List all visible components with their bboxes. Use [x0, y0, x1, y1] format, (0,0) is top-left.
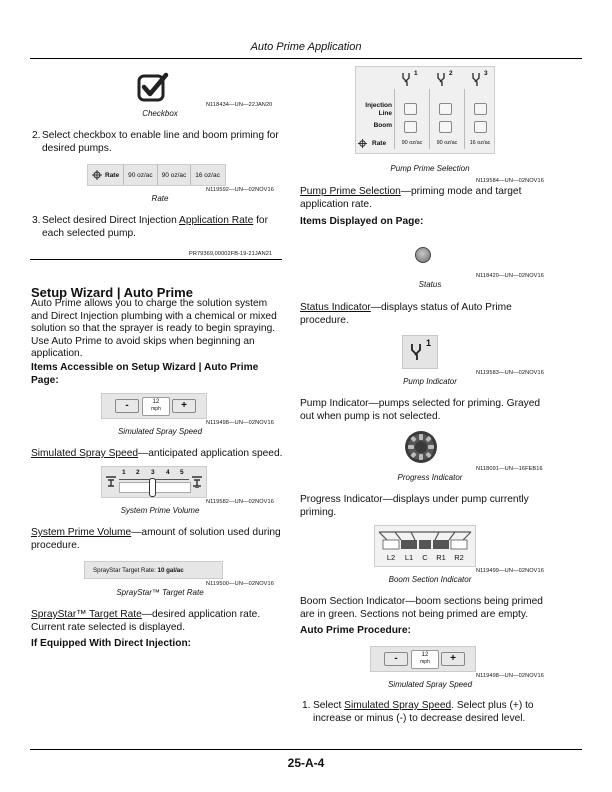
rate-value: 90 oz/ac — [124, 165, 158, 185]
description-text: —desired application rate. Current rate selected is displayed. — [31, 609, 261, 633]
simulated-spray-speed-link[interactable]: Simulated Spray Speed — [31, 448, 139, 459]
description-text: —displays status of Auto Prime procedure. — [300, 302, 512, 326]
figure-ref: N119584—UN—02NOV16 — [476, 178, 544, 184]
row-label-injection: Injection — [365, 102, 392, 109]
progress-indicator-icon — [404, 430, 438, 464]
line-checkbox[interactable] — [404, 103, 417, 115]
volume-description — [31, 527, 283, 552]
target-rate-figure — [84, 561, 223, 579]
line-checkbox[interactable] — [474, 103, 487, 115]
step-text-pre: Select desired Direct Injection — [42, 215, 180, 226]
tick-label: 5 — [180, 469, 184, 476]
application-rate-link[interactable]: Application Rate — [179, 215, 254, 226]
crosshair-icon — [92, 170, 102, 180]
figure-caption: Simulated Spray Speed — [117, 427, 203, 436]
figure-ref: N118420—UN—02NOV16 — [476, 273, 544, 279]
simulated-spray-speed-link[interactable]: Simulated Spray Speed — [344, 700, 452, 711]
step-number: 1. — [302, 700, 311, 711]
rate-header — [88, 165, 124, 185]
pump-indicator-description: Pump Indicator—pumps selected for priming. Grayed out when pump is not selected. — [300, 398, 541, 422]
figure-caption: Checkbox — [142, 109, 178, 118]
description-text: —anticipated application speed. — [138, 448, 283, 459]
plus-button[interactable]: + — [172, 399, 196, 413]
pump-prime-selection-link[interactable]: Pump Prime Selection — [300, 186, 401, 197]
status-indicator-link[interactable]: Status Indicator — [300, 302, 371, 313]
items-heading: Items Accessible on Setup Wizard | Auto Prime Page: — [31, 362, 259, 386]
divider — [429, 89, 430, 149]
speed-figure — [101, 393, 207, 419]
plus-button[interactable]: + — [441, 652, 465, 666]
step-text — [313, 700, 551, 725]
step-text: Select checkbox to enable line and boom priming for desired pumps. — [42, 130, 279, 154]
spraystar-target-rate-link[interactable]: SprayStar™ Target Rate — [31, 609, 142, 620]
figure-caption: SprayStar™ Target Rate — [116, 588, 204, 597]
speed-figure — [370, 646, 476, 672]
tick-label: 4 — [166, 469, 170, 476]
nozzle-low-icon — [105, 474, 117, 488]
row-label-line: Line — [378, 110, 392, 117]
pump-number: 3 — [484, 70, 488, 77]
figure-ref: N119498—UN—02NOV16 — [206, 420, 274, 426]
row-label-boom: Boom — [373, 122, 392, 129]
step-text-post: for each selected pump. — [42, 215, 268, 239]
boom-checkbox[interactable] — [404, 121, 417, 133]
crosshair-icon — [358, 139, 367, 148]
rate-value: 16 oz/ac — [195, 171, 220, 179]
boom-section-label: L1 — [404, 553, 414, 562]
speed-display — [411, 650, 439, 669]
nozzle-high-icon — [191, 474, 203, 488]
figure-ref: N118434—UN—22JAN20 — [206, 102, 273, 108]
description-text: —amount of solution used during procedure. — [31, 527, 281, 551]
target-rate-label: SprayStar Target Rate: — [93, 566, 158, 574]
rate-value[interactable]: 90 oz/ac — [436, 140, 458, 146]
section-rule — [30, 259, 282, 260]
boom-checkbox[interactable] — [439, 121, 452, 133]
step-number: 2. — [32, 130, 41, 141]
step-text-post: . Select plus (+) to increase or minus (-) to decrease desired level. — [313, 700, 534, 724]
pump-number: 2 — [449, 70, 453, 77]
pump-number: 1 — [426, 338, 432, 348]
speed-unit: mph — [420, 659, 430, 665]
figure-caption: Pump Prime Selection — [390, 164, 470, 173]
figure-ref: N119499—UN—02NOV16 — [476, 568, 544, 574]
step-number: 3. — [32, 215, 41, 226]
intro-paragraph: Auto Prime allows you to charge the solution system and Direct Injection plumbing with a chemical or mixed solution so that the sprayer is ready to begin spraying. Use Auto Prime to avoid skips when beginning an application. — [31, 298, 277, 359]
figure-caption: Boom Section Indicator — [388, 575, 472, 584]
checkbox-icon — [137, 71, 169, 103]
boom-checkbox[interactable] — [474, 121, 487, 133]
speed-value: 12 — [152, 399, 160, 405]
speed-value: 12 — [421, 652, 429, 658]
description-text: —priming mode and target application rate. — [300, 186, 522, 210]
figure-ref: N119500—UN—02NOV16 — [206, 581, 274, 587]
row-label-rate: Rate — [372, 140, 387, 147]
figure-caption: Status — [418, 280, 442, 289]
progress-description: Progress Indicator—displays under pump currently priming. — [300, 494, 529, 518]
procedure-heading: Auto Prime Procedure: — [300, 625, 411, 636]
figure-ref: N119582—UN—02NOV16 — [206, 499, 274, 505]
header-rule — [30, 58, 582, 59]
figure-ref: N119498—UN—02NOV16 — [476, 673, 544, 679]
figure-caption: Rate — [151, 194, 169, 203]
volume-figure — [101, 466, 207, 498]
line-checkbox[interactable] — [439, 103, 452, 115]
page-number: 25-A-4 — [287, 756, 325, 770]
target-rate-value: 10 gal/ac — [157, 566, 184, 574]
figure-caption: Simulated Spray Speed — [387, 680, 473, 689]
speed-unit: mph — [151, 406, 161, 412]
pump-description — [300, 186, 550, 211]
figure-ref: N119583—UN—02NOV16 — [476, 370, 544, 376]
target-description — [31, 609, 283, 634]
rate-value[interactable]: 16 oz/ac — [469, 140, 491, 146]
divider — [464, 89, 465, 149]
figure-caption: Progress Indicator — [397, 473, 463, 482]
footer-rule — [30, 749, 582, 750]
tick-label: 3 — [151, 469, 155, 476]
pump-icon — [409, 342, 427, 362]
boom-description: Boom Section Indicator—boom sections being primed are in green. Sections not being primed are empty. — [300, 596, 543, 620]
minus-button[interactable]: - — [384, 652, 408, 666]
minus-button[interactable]: - — [115, 399, 139, 413]
boom-section-label: C — [422, 553, 428, 562]
figure-ref: N119592—UN—02NOV16 — [206, 187, 274, 193]
divider — [394, 89, 395, 149]
document-ref: PR79369,00002FB-19-21JAN21 — [189, 251, 273, 257]
tick-label: 2 — [136, 469, 140, 476]
pump-indicator-figure — [402, 335, 438, 369]
figure-ref: N118091—UN—16FEB16 — [476, 466, 543, 472]
slider-handle[interactable] — [149, 478, 156, 497]
rate-label: Rate — [105, 171, 120, 179]
speed-description — [31, 448, 283, 461]
pump-prime-figure — [355, 66, 495, 154]
status-indicator-icon — [415, 247, 431, 263]
boom-section-label: L2 — [386, 553, 396, 562]
status-description — [300, 302, 550, 327]
boom-section-figure — [374, 525, 476, 567]
tick-label: 1 — [122, 469, 126, 476]
running-header: Auto Prime Application — [250, 41, 362, 53]
displayed-heading: Items Displayed on Page: — [300, 216, 424, 227]
boom-frame-icon — [375, 526, 475, 554]
step-text — [42, 215, 282, 240]
pump-number: 1 — [414, 70, 418, 77]
system-prime-volume-link[interactable]: System Prime Volume — [31, 527, 132, 538]
figure-caption: System Prime Volume — [120, 506, 200, 515]
rate-value[interactable]: 90 oz/ac — [401, 140, 423, 146]
equipped-heading: If Equipped With Direct Injection: — [31, 638, 192, 649]
speed-display — [142, 397, 170, 416]
boom-section-label: R2 — [454, 553, 464, 562]
step-text-pre: Select — [313, 700, 345, 711]
boom-section-label: R1 — [436, 553, 446, 562]
section-title: Setup Wizard | Auto Prime — [31, 285, 193, 300]
figure-caption: Pump Indicator — [403, 377, 457, 386]
rate-value: 90 oz/ac — [158, 165, 192, 185]
rate-figure — [87, 164, 226, 186]
